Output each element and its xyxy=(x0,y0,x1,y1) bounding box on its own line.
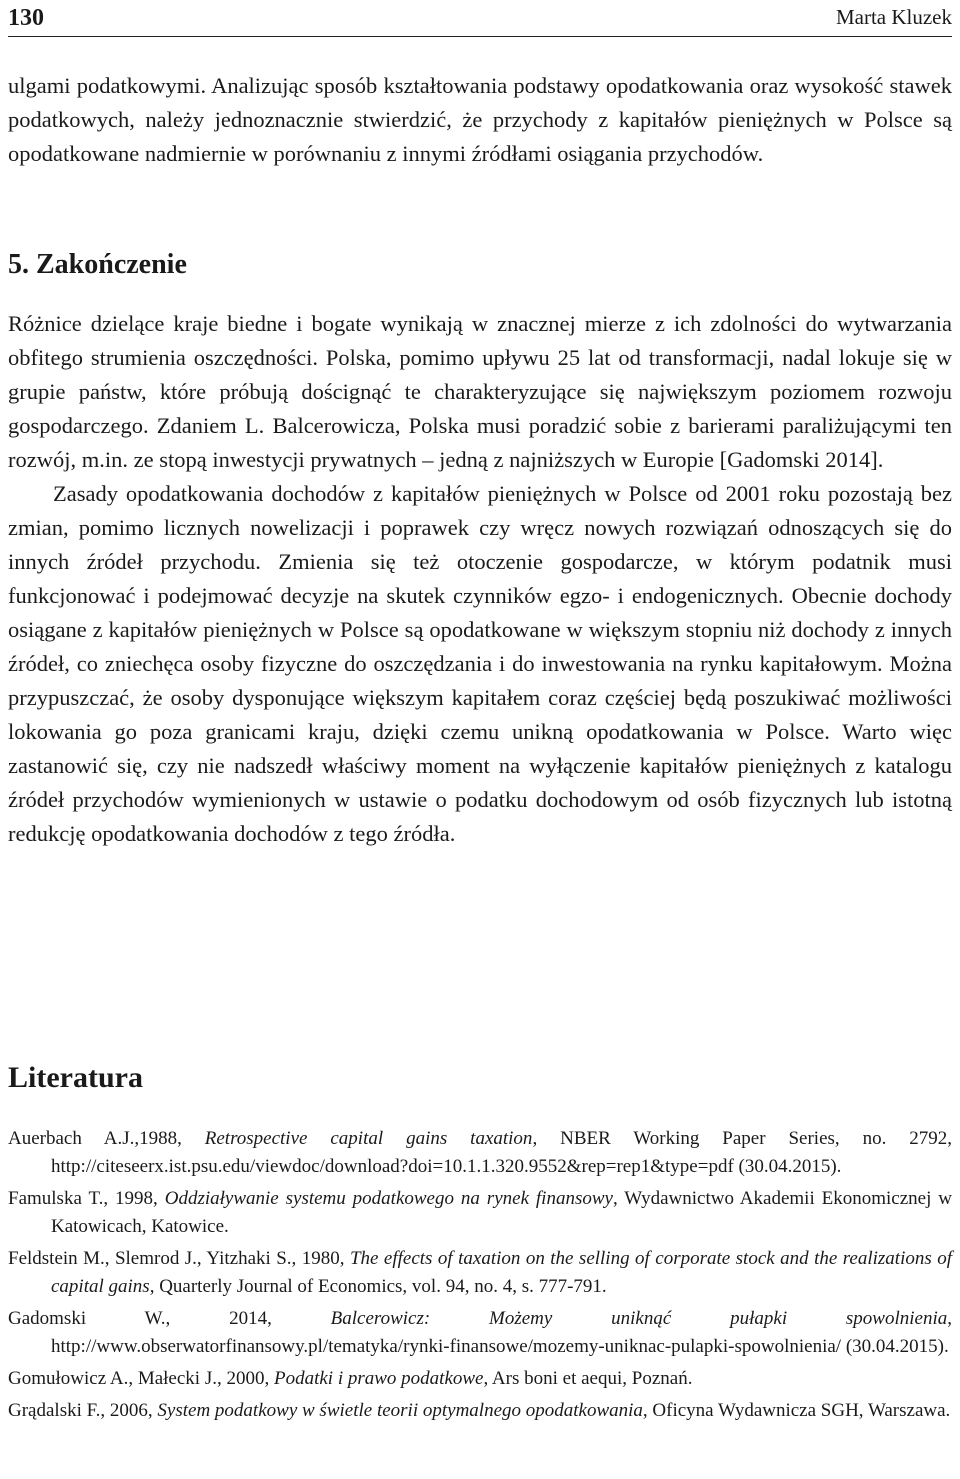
section-paragraph-2: Zasady opodatkowania dochodów z kapitałów pieniężnych w Polsce od 2001 roku pozostają bez zmian, pomimo licznych nowelizacji i poprawek czy wręcz nowych rozwiązań odnoszących się do innych źródeł przychodu. Zmienia się też otoczenie gospodarcze, w którym podatnik musi funkcjonować i podejmować decyzje na skutek czynników egzo- i endogenicznych. Obecnie dochody osiągane z kapitałów pieniężnych w Polsce są opodatkowane w większym stopniu niż dochody z innych źródeł, co zniechęca osoby fizyczne do oszczędzania i do inwestowania na rynku kapitałowym. Można przypuszczać, że osoby dysponujące większym kapitałem coraz częściej będą poszukiwać możliwości lokowania go poza granicami kraju, dzięki czemu unikną opodatkowania w Polsce. Warto więc zastanowić się, czy nie nadszedł właściwy moment na wyłączenie kapitałów pieniężnych z katalogu źródeł przychodów wymienionych w ustawie o podatku dochodowym od osób fizycznych lub istotną redukcję opodatkowania dochodów z tego źródła. xyxy=(8,481,952,846)
reference-title: Retrospective capital gains taxation xyxy=(204,1128,533,1149)
intro-block xyxy=(8,69,952,171)
reference-details: , Oficyna Wydawnicza SGH, Warszawa. xyxy=(642,1400,951,1421)
reference-authors: Grądalski F., 2006, xyxy=(8,1400,158,1421)
section-paragraph-1: Różnice dzielące kraje biedne i bogate wynikają w znacznej mierze z ich zdolności do wytwarzania obfitego strumienia oszczędności. Polska, pomimo upływu 25 lat od transformacji, nadal lokuje się w grupie państw, które próbują doścignąć te charakteryzujące się największym poziomem rozwoju gospodarczego. Zdaniem L. Balcerowicza, Polska musi poradzić sobie z barierami paraliżującymi ten rozwój, m.in. ze stopą inwestycji prywatnych – jedną z najniższych w Europie [Gadomski 2014]. xyxy=(8,311,952,472)
reference-title: System podatkowy w świetle teorii optymalnego opodatkowania xyxy=(157,1400,643,1421)
reference-item xyxy=(8,1305,952,1361)
reference-details: , NBER Working Paper Series, no. 2792, http://citeseerx.ist.psu.edu/viewdoc/download?doi=10.1.1.320.9552&rep=rep1&type=pdf (30.04.2015). xyxy=(51,1128,953,1177)
reference-authors: Gomułowicz A., Małecki J., 2000, xyxy=(8,1368,274,1389)
running-header xyxy=(8,0,952,37)
reference-title: Podatki i prawo podatkowe xyxy=(273,1368,484,1389)
intro-paragraph: ulgami podatkowymi. Analizując sposób kształtowania podstawy opodatkowania oraz wysokość stawek podatkowych, należy jednoznacznie stwierdzić, że przychody z kapitałów pieniężnych w Polsce są opodatkowane nadmiernie w porównaniu z innymi źródłami osiągania przychodów. xyxy=(8,73,952,166)
running-author: Marta Kluzek xyxy=(835,5,952,29)
reference-details: , Quarterly Journal of Economics, vol. 94, no. 4, s. 777-791. xyxy=(149,1276,607,1297)
reference-authors: Feldstein M., Slemrod J., Yitzhaki S., 1980, xyxy=(8,1248,350,1269)
reference-list xyxy=(8,1125,952,1429)
reference-item xyxy=(8,1365,952,1393)
reference-title: Balcerowicz: Możemy uniknąć pułapki spowolnienia xyxy=(330,1308,948,1329)
reference-authors: Gadomski W., 2014, xyxy=(8,1308,331,1329)
reference-authors: Famulska T., 1998, xyxy=(8,1188,165,1209)
reference-details: , Ars boni et aequi, Poznań. xyxy=(483,1368,693,1389)
reference-item xyxy=(8,1185,952,1241)
reference-authors: Auerbach A.J.,1988, xyxy=(8,1128,205,1149)
reference-item xyxy=(8,1245,952,1301)
literature-heading-block xyxy=(8,1058,952,1098)
reference-details: , http://www.obserwatorfinansowy.pl/tematyka/rynki-finansowe/mozemy-uniknac-pulapki-spowolnienia/ (30.04.2015). xyxy=(51,1308,953,1357)
reference-item xyxy=(8,1397,952,1425)
reference-item xyxy=(8,1125,952,1181)
reference-title: Oddziaływanie systemu podatkowego na rynek finansowy xyxy=(164,1188,613,1209)
conclusion-section xyxy=(8,245,952,851)
literature-heading: Literatura xyxy=(8,1061,143,1094)
page-number: 130 xyxy=(8,5,44,31)
reference-title: The effects of taxation on the selling of corporate stock and the realizations of capital gains xyxy=(51,1248,952,1297)
reference-details: , Wydawnictwo Akademii Ekonomicznej w Katowicach, Katowice. xyxy=(51,1188,952,1237)
section-heading: 5. Zakończenie xyxy=(8,249,187,280)
